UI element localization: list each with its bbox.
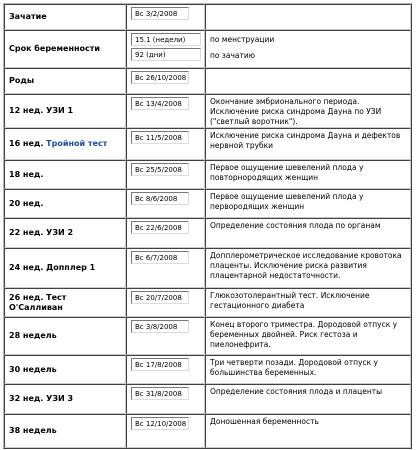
- row-label-prefix: 16 нед.: [9, 139, 44, 148]
- row-label: 28 недель: [4, 317, 126, 355]
- row-label: [4, 128, 126, 160]
- row-week-12: [4, 94, 411, 128]
- date-field[interactable]: Вс 3/8/2008: [131, 320, 189, 333]
- date-field[interactable]: Вс 6/7/2008: [131, 251, 189, 264]
- row-label: 12 нед. УЗИ 1: [4, 94, 126, 128]
- row-week-26: [4, 288, 411, 317]
- row-label: 32 нед. УЗИ 3: [4, 384, 126, 414]
- date-field[interactable]: Вс 12/10/2008: [131, 417, 189, 430]
- days-field[interactable]: 92 (дни): [131, 48, 201, 61]
- row-label: Срок беременности: [4, 30, 126, 68]
- row-week-28: [4, 317, 411, 355]
- row-week-24: [4, 248, 411, 288]
- triple-test-link[interactable]: Тройной тест: [46, 139, 108, 148]
- row-conception: [4, 4, 411, 30]
- date-field[interactable]: Вс 20/7/2008: [131, 291, 189, 304]
- date-field[interactable]: Вс 3/2/2008: [131, 7, 189, 20]
- row-description: Исключение риска синдрома Дауна и дефектов нервной трубки: [205, 128, 411, 160]
- weeks-field[interactable]: 15.1 (недели): [131, 33, 201, 46]
- row-label: 22 нед. УЗИ 2: [4, 218, 126, 248]
- row-label: 18 нед.: [4, 160, 126, 189]
- row-label: 24 нед. Допплер 1: [4, 248, 126, 288]
- row-description: [205, 4, 411, 30]
- row-label: Роды: [4, 68, 126, 94]
- row-description: Определение состояния плода по органам: [205, 218, 411, 248]
- row-description: Первое ощущение шевелений плода у повторнородящих женщин: [205, 160, 411, 189]
- row-week-20: [4, 189, 411, 218]
- row-label: 30 недель: [4, 355, 126, 384]
- row-term: [4, 30, 411, 68]
- row-description: Глюкозотолерантный тест. Исключение гестационного диабета: [205, 288, 411, 317]
- row-description: Конец второго триместра. Дородовой отпуск у беременных двойней. Риск гестоза и пиелонефрита.: [205, 317, 411, 355]
- row-label: 20 нед.: [4, 189, 126, 218]
- note-by-conception: по зачатию: [210, 51, 256, 60]
- row-week-22: [4, 218, 411, 248]
- row-week-32: [4, 384, 411, 414]
- row-birth: [4, 68, 411, 94]
- row-week-38: [4, 414, 411, 448]
- row-label: Зачатие: [4, 4, 126, 30]
- row-description: [205, 68, 411, 94]
- note-by-menstruation: по менструации: [210, 35, 275, 44]
- row-week-30: [4, 355, 411, 384]
- date-field[interactable]: Вс 17/8/2008: [131, 358, 189, 371]
- date-field[interactable]: Вс 13/4/2008: [131, 97, 189, 110]
- row-week-16: [4, 128, 411, 160]
- date-field[interactable]: Вс 25/5/2008: [131, 163, 189, 176]
- pregnancy-calendar-table: [3, 3, 412, 449]
- row-week-18: [4, 160, 411, 189]
- row-description: Окончание эмбрионального периода. Исключение риска синдрома Дауна по УЗИ ("светлый воротник").: [205, 94, 411, 128]
- row-description: Определение состояния плода и плаценты: [205, 384, 411, 414]
- row-description: Три четверти позади. Дородовой отпуск у большинства беременных.: [205, 355, 411, 384]
- row-description: Допплерометрическое исследование кровотока плаценты. Исключение риска развития плацентарной недостаточности.: [205, 248, 411, 288]
- row-description: Доношенная беременность: [205, 414, 411, 448]
- date-field[interactable]: Вс 8/6/2008: [131, 192, 189, 205]
- row-label: 26 нед. Тест О'Салливан: [4, 288, 126, 317]
- date-field[interactable]: Вс 22/6/2008: [131, 221, 189, 234]
- date-field[interactable]: Вс 26/10/2008: [131, 71, 189, 84]
- row-description: Первое ощущение шевелений плода у первородящих женщин: [205, 189, 411, 218]
- date-field[interactable]: Вс 31/8/2008: [131, 387, 189, 400]
- row-label: 38 недель: [4, 414, 126, 448]
- date-field[interactable]: Вс 11/5/2008: [131, 131, 189, 144]
